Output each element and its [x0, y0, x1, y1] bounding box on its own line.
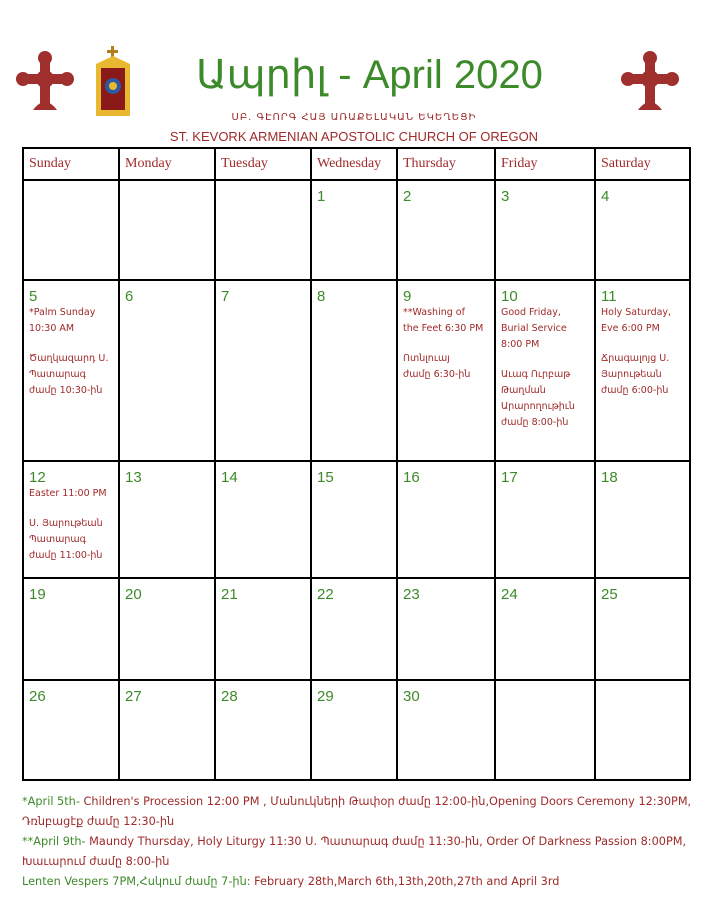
day-cell	[495, 180, 595, 280]
armenian-cross-left-icon	[15, 50, 75, 114]
weekday-header: Wednesday	[311, 148, 397, 180]
day-number: 3	[501, 188, 510, 205]
footnotes	[22, 792, 692, 892]
calendar-week	[23, 180, 690, 280]
event-text: 8:00 PM	[501, 339, 540, 350]
day-number: 4	[601, 188, 610, 205]
day-cell	[397, 578, 495, 680]
event-text: **Washing of	[403, 307, 465, 318]
day-number: 1	[317, 188, 326, 205]
day-number: 6	[125, 288, 134, 305]
footnote	[22, 792, 692, 832]
day-cell	[495, 461, 595, 578]
day-number: 25	[601, 586, 618, 603]
event-text-armenian: Պատարագ	[29, 369, 86, 380]
calendar-week	[23, 280, 690, 461]
day-cell	[215, 680, 311, 780]
footnote-segment: Maundy Thursday, Holy Liturgy 11:30 Ս. Պատարագ ժամը 11:30-ին, Order Of Darkness Passion 8:00PM, Խաւարում ժամը 8:00-ին	[22, 835, 687, 868]
calendar-week	[23, 680, 690, 780]
weekday-header: Sunday	[23, 148, 119, 180]
event-text-armenian: ժամը 6:00-ին	[601, 385, 669, 396]
day-number: 30	[403, 688, 420, 705]
day-number: 19	[29, 586, 46, 603]
day-cell	[311, 180, 397, 280]
footnote	[22, 832, 692, 872]
day-cell	[397, 680, 495, 780]
weekday-header: Saturday	[595, 148, 690, 180]
day-number: 15	[317, 469, 334, 486]
day-number: 9	[403, 288, 412, 305]
day-number: 7	[221, 288, 230, 305]
day-cell	[215, 461, 311, 578]
event-text: Easter 11:00 PM	[29, 488, 107, 499]
footnote-segment: Children's Procession 12:00 PM , Մանուկների Թափօր ժամը 12:00-ին,Opening Doors Ceremony 12:30PM, Դռնբացէք ժամը 12:30-ին	[22, 795, 692, 828]
event-text-armenian: Թաղման	[501, 385, 546, 396]
event-text: Holy Saturday,	[601, 307, 672, 318]
day-cell	[311, 280, 397, 461]
day-cell	[119, 280, 215, 461]
event-text-armenian: Ծաղկազարդ Ս.	[29, 353, 109, 364]
calendar-week	[23, 461, 690, 578]
weekday-header: Tuesday	[215, 148, 311, 180]
day-cell	[495, 280, 595, 461]
day-cell	[397, 280, 495, 461]
day-cell	[595, 180, 690, 280]
event-text-armenian: ժամը 8:00-ին	[501, 417, 569, 428]
footnote	[22, 872, 692, 892]
event-text-armenian: ժամը 11:00-ին	[29, 550, 103, 561]
day-cell	[119, 578, 215, 680]
day-cell	[311, 578, 397, 680]
event-text-armenian: Ոտնլուայ	[403, 353, 450, 364]
day-cell	[23, 180, 119, 280]
event-text-armenian: ժամը 10:30-ին	[29, 385, 103, 396]
day-number: 11	[601, 288, 617, 305]
footnote-segment: February 28th,March 6th,13th,20th,27th and April 3rd	[254, 875, 560, 888]
day-number: 26	[29, 688, 46, 705]
day-cell	[495, 680, 595, 780]
day-cell	[311, 461, 397, 578]
event-text-armenian: Յարութեան	[601, 369, 662, 380]
day-cell	[495, 578, 595, 680]
event-text: the Feet 6:30 PM	[403, 323, 484, 334]
event-text: 10:30 AM	[29, 323, 75, 334]
day-number: 16	[403, 469, 420, 486]
calendar-week	[23, 578, 690, 680]
day-cell	[23, 680, 119, 780]
footnote-segment: **April 9th-	[22, 835, 90, 848]
day-cell	[215, 578, 311, 680]
page-title: Ապրիլ - April 2020	[196, 53, 543, 97]
day-number: 13	[125, 469, 142, 486]
day-cell	[215, 180, 311, 280]
event-text-armenian: Աւագ Ուրբաթ	[501, 369, 571, 380]
day-cell	[595, 680, 690, 780]
day-number: 8	[317, 288, 326, 305]
event-text: *Palm Sunday	[29, 307, 96, 318]
weekday-header: Thursday	[397, 148, 495, 180]
footnote-segment: Lenten Vespers 7PM,Հսկում ժամը 7-ին:	[22, 875, 255, 888]
day-number: 29	[317, 688, 334, 705]
day-cell	[595, 280, 690, 461]
day-cell	[119, 461, 215, 578]
day-cell	[397, 180, 495, 280]
day-number: 12	[29, 469, 46, 486]
day-cell	[595, 578, 690, 680]
event-text-armenian: Արարողութիւն	[501, 401, 575, 412]
day-number: 24	[501, 586, 518, 603]
day-number: 22	[317, 586, 334, 603]
subtitle-armenian: ՍԲ. ԳԷՈՐԳ ՀԱՅ ԱՌԱՔԵԼԱԿԱՆ ԵԿԵՂԵՑԻ	[231, 112, 477, 123]
day-number: 28	[221, 688, 238, 705]
armenian-cross-right-icon	[620, 50, 680, 114]
day-cell	[23, 280, 119, 461]
event-text: Good Friday,	[501, 307, 561, 318]
day-cell	[23, 578, 119, 680]
day-number: 21	[221, 586, 238, 603]
day-number: 2	[403, 188, 412, 205]
day-cell	[23, 461, 119, 578]
calendar-grid	[22, 147, 691, 781]
event-text-armenian: Պատարագ	[29, 534, 86, 545]
day-number: 23	[403, 586, 420, 603]
subtitle-english: ST. KEVORK ARMENIAN APOSTOLIC CHURCH OF OREGON	[169, 129, 539, 144]
day-cell	[311, 680, 397, 780]
day-number: 17	[501, 469, 518, 486]
church-emblem-logo	[88, 46, 138, 122]
event-text: Eve 6:00 PM	[601, 323, 660, 334]
day-number: 20	[125, 586, 142, 603]
day-number: 5	[29, 288, 38, 305]
day-cell	[215, 280, 311, 461]
weekday-header: Monday	[119, 148, 215, 180]
day-cell	[397, 461, 495, 578]
event-text-armenian: Ճրագալոյց Ս.	[601, 353, 670, 364]
day-cell	[119, 180, 215, 280]
footnote-segment: *April 5th-	[22, 795, 84, 808]
day-number: 10	[501, 288, 518, 305]
event-text: Burial Service	[501, 323, 567, 334]
day-cell	[595, 461, 690, 578]
day-number: 14	[221, 469, 238, 486]
event-text-armenian: Ս. Յարութեան	[29, 518, 103, 529]
event-text-armenian: ժամը 6:30-ին	[403, 369, 471, 380]
weekday-header: Friday	[495, 148, 595, 180]
day-cell	[119, 680, 215, 780]
day-number: 18	[601, 469, 618, 486]
day-number: 27	[125, 688, 142, 705]
